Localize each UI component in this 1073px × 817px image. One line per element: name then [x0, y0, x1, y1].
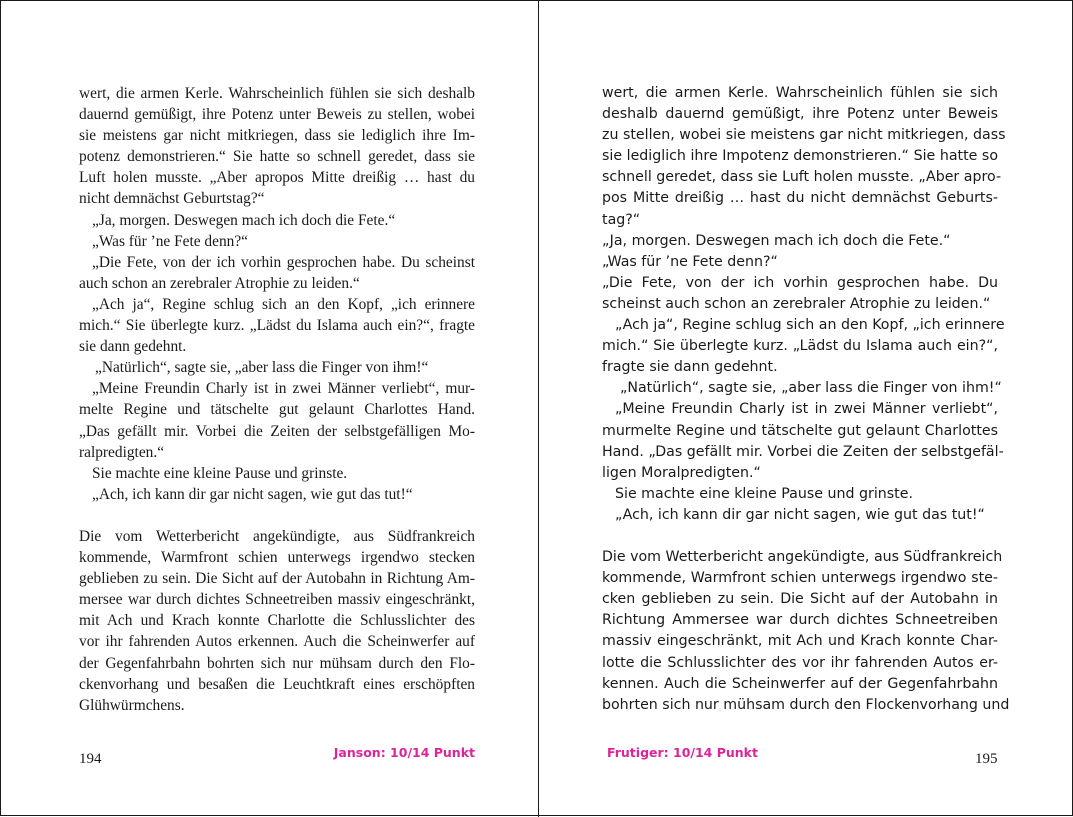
- text-line: fragte sie dann gedehnt.: [602, 359, 778, 376]
- text-line: zu stellen, wobei sie meistens gar nicht mitkriegen, dass: [602, 127, 1006, 144]
- text-line: Luft holen musste. „Aber apropos Mitte dreißig … hast du: [79, 169, 475, 187]
- text-line: „Meine Freundin Charly ist in zwei Männer verliebt“,: [615, 401, 998, 418]
- text-line: mich.“ Sie überlegte kurz. „Lädst du Islama auch ein?“,: [602, 338, 998, 355]
- text-line: Richtung Ammersee war durch dichtes Schneetreiben: [602, 612, 998, 629]
- text-line: auch schon an zerebraler Atrophie zu leiden.“: [79, 274, 360, 292]
- text-line: geblieben zu sein. Die Sicht auf der Autobahn in Richtung Am-: [79, 570, 475, 588]
- text-line: ckenvorhang und besaßen die Leuchtkraft eines erschöpften: [79, 675, 475, 693]
- left-font-label: Janson: 10/14 Punkt: [333, 745, 475, 760]
- text-line: pos Mitte dreißig … hast du nicht demnächst Geburts-: [602, 190, 998, 207]
- text-line: schnell geredet, dass sie Luft holen musste. „Aber apro-: [602, 169, 1002, 186]
- right-page-text: [602, 83, 1010, 716]
- text-line: kennen. Auch die Scheinwerfer auf der Gegenfahrbahn: [602, 675, 998, 692]
- text-line: „Was für ’ne Fete denn?“: [602, 253, 778, 270]
- text-line: Die vom Wetterbericht angekündigte, aus Südfrankreich: [602, 549, 1003, 566]
- text-line: mersee war durch dichtes Schneetreiben massiv eingeschränkt,: [79, 591, 475, 609]
- text-line: mit Ach und Krach konnte Charlotte die Schlusslichter des: [79, 612, 475, 630]
- text-line: „Das gefällt mir. Vorbei die Zeiten der selbstgefälligen Mo-: [79, 422, 475, 440]
- text-line: kommende, Warmfront schien unterwegs irgendwo stecken: [79, 549, 475, 567]
- text-line: Sie machte eine kleine Pause und grinste.: [615, 485, 913, 502]
- text-line: wert, die armen Kerle. Wahrscheinlich fühlen sie sich: [602, 85, 998, 101]
- text-line: Die vom Wetterbericht angekündigte, aus Südfrankreich: [79, 527, 475, 545]
- text-line: nicht demnächst Geburtstag?“: [79, 190, 265, 208]
- text-line: kommende, Warmfront schien unterwegs irgendwo ste-: [602, 570, 998, 587]
- text-line: „Meine Freundin Charly ist in zwei Männer verliebt“, mur-: [92, 380, 475, 398]
- text-line: „Natürlich“, sagte sie, „aber lass die Finger von ihm!“: [95, 359, 429, 377]
- text-line: dauernd gemüßigt, ihre Potenz unter Beweis zu stellen, wobei: [79, 106, 475, 124]
- text-line: „Ja, morgen. Deswegen mach ich doch die Fete.“: [92, 211, 396, 229]
- text-line: „Ach, ich kann dir gar nicht sagen, wie gut das tut!“: [92, 485, 413, 503]
- left-page-number: 194: [79, 751, 102, 767]
- text-line: ralpredigten.“: [79, 443, 165, 461]
- text-line: tag?“: [602, 211, 641, 228]
- text-line: wert, die armen Kerle. Wahrscheinlich fühlen sie sich deshalb: [79, 85, 475, 102]
- left-page-text: [79, 83, 475, 716]
- text-line: „Ach ja“, Regine schlug sich an den Kopf, „ich erinnere: [615, 317, 1005, 334]
- text-line: scheinst auch schon an zerebraler Atrophie zu leiden.“: [602, 295, 991, 312]
- text-line: „Die Fete, von der ich vorhin gesprochen habe. Du scheinst: [92, 253, 475, 271]
- text-line: vor ihr fahrenden Autos erkennen. Auch die Scheinwerfer auf: [79, 633, 475, 651]
- text-line: sie meistens gar nicht mitkriegen, dass sie lediglich ihre Im-: [79, 127, 475, 145]
- text-line: sie lediglich ihre Impotenz demonstrieren.“ Sie hatte so: [602, 148, 998, 165]
- text-line: ligen Moralpredigten.“: [602, 464, 761, 481]
- text-line: potenz demonstrieren.“ Sie hatte so schnell geredet, dass sie: [79, 148, 475, 166]
- text-line: „Natürlich“, sagte sie, „aber lass die Finger von ihm!“: [620, 380, 1002, 397]
- right-font-label: Frutiger: 10/14 Punkt: [607, 745, 758, 760]
- text-line: sie dann gedehnt.: [79, 338, 187, 356]
- paragraph-gap: [602, 526, 998, 547]
- right-page: [539, 1, 1073, 817]
- text-line: „Ach ja“, Regine schlug sich an den Kopf, „ich erinnere: [92, 295, 475, 313]
- text-line: der Gegenfahrbahn bohrten sich nur mühsam durch den Flo-: [79, 654, 475, 672]
- text-line: melte Regine und tätschelte gut gelaunt Charlottes Hand.: [79, 401, 475, 419]
- text-line: deshalb dauernd gemüßigt, ihre Potenz unter Beweis: [602, 106, 998, 123]
- text-line: mich.“ Sie überlegte kurz. „Lädst du Islama auch ein?“, fragte: [79, 317, 475, 335]
- text-line: cken geblieben zu sein. Die Sicht auf der Autobahn in: [602, 591, 998, 608]
- paragraph-gap: [79, 505, 475, 526]
- text-line: massiv eingeschränkt, mit Ach und Krach konnte Char-: [602, 633, 998, 650]
- text-line: „Ja, morgen. Deswegen mach ich doch die Fete.“: [602, 232, 951, 249]
- text-line: bohrten sich nur mühsam durch den Flockenvorhang und: [602, 696, 1010, 713]
- left-page: [1, 1, 538, 817]
- text-line: Sie machte eine kleine Pause und grinste.: [92, 464, 348, 482]
- text-line: Glühwürmchens.: [79, 696, 185, 714]
- text-line: „Was für ’ne Fete denn?“: [92, 232, 249, 250]
- text-line: Hand. „Das gefällt mir. Vorbei die Zeiten der selbstgefäl-: [602, 443, 1004, 460]
- text-line: „Die Fete, von der ich vorhin gesprochen habe. Du: [602, 274, 998, 291]
- right-page-number: 195: [975, 751, 998, 767]
- text-line: lotte die Schlusslichter des vor ihr fahrenden Autos er-: [602, 654, 998, 671]
- text-line: murmelte Regine und tätschelte gut gelaunt Charlottes: [602, 422, 998, 439]
- text-line: „Ach, ich kann dir gar nicht sagen, wie gut das tut!“: [615, 506, 985, 523]
